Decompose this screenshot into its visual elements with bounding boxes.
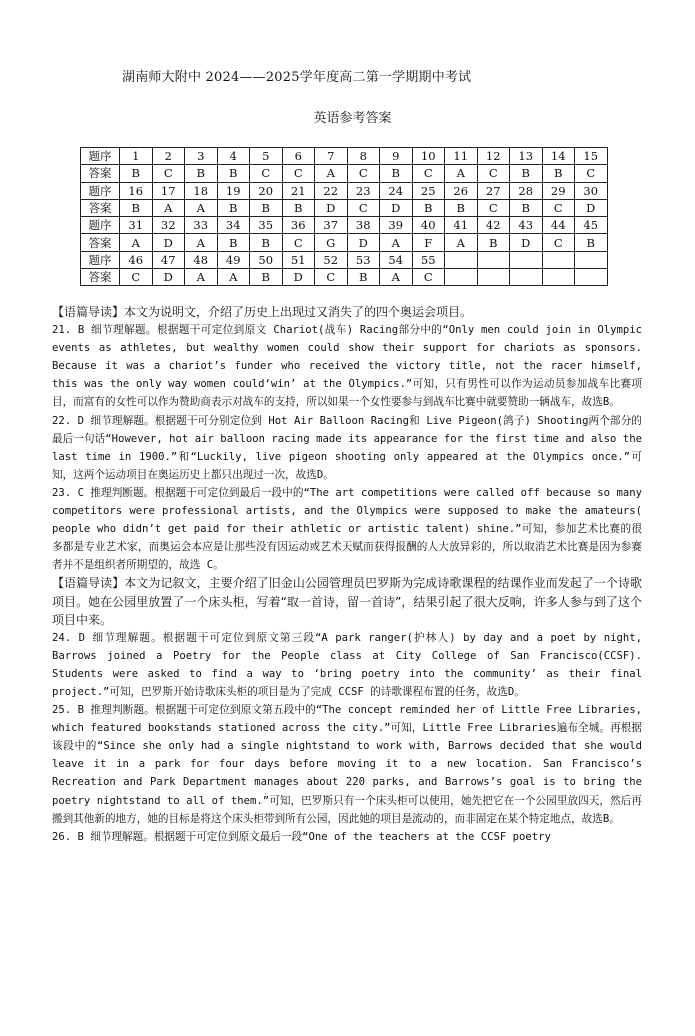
table-cell: 17 [152,182,185,199]
table-row-answers [81,234,608,251]
table-cell: D [152,269,185,286]
table-cell: 51 [282,251,315,268]
table-cell: B [217,165,250,182]
table-cell: B [347,269,380,286]
table-cell: 48 [185,251,218,268]
table-cell: 25 [412,182,445,199]
table-cell: C [282,234,315,251]
table-cell: 30 [575,182,608,199]
table-cell: A [315,165,348,182]
table-cell: 50 [250,251,283,268]
table-row-answers [81,269,608,286]
table-row-answers [81,165,608,182]
answer-table [80,147,608,286]
table-cell: 14 [542,148,575,165]
table-cell: 20 [250,182,283,199]
table-cell: A [152,199,185,216]
table-cell: D [510,234,543,251]
table-cell: B [217,234,250,251]
table-cell: 13 [510,148,543,165]
table-cell: D [380,199,413,216]
table-cell: 15 [575,148,608,165]
table-cell: C [412,165,445,182]
row-header-cell: 答案 [81,199,120,216]
table-row-question-numbers [81,251,608,268]
explanation-text [52,303,642,846]
explanation-item: 25. B 推理判断题。根据题干可定位到原文第五段中的“The concept reminded her of Little Free Libraries, which featured bookstands stationed across the city.”可知，Little Free Libraries遍布全城。再根据该段中的“Since she only had a single nightstand to work with, Barrows decided that she would leave it in a park for four days before moving it to a new location. San Francisco’s Recreation and Park Department manages about 220 parks, and Barrows’s goal is to bring the poetry nightstand to all of them.”可知，巴罗斯只有一个床头柜可以使用，她先把它在一个公园里放四天，然后再搬到其他新的地方，她的目标是将这个床头柜带到所有公园，因此她的项目是流动的，而非固定在某个特定地点，故选B。 [52,704,642,825]
table-cell: 4 [217,148,250,165]
explanation-item: 23. C 推理判断题。根据题干可定位到最后一段中的“The art competitions were called off because so many competitors were professional artists, and the Olympics were supposed to make the amateurs( people who didn’t get paid for their athletic or artistic talent) shine.”可知，参加艺术比赛的很多都是专业艺术家，而奥运会本应是让那些没有因运动或艺术天赋而获得报酬的人大放异彩的，所以取消艺术比赛是因为参赛者并不是组织者所期望的，故选 C。 [52,486,642,572]
table-cell: C [347,165,380,182]
table-cell: C [477,165,510,182]
table-cell: 49 [217,251,250,268]
table-cell: A [185,234,218,251]
table-cell: 41 [445,217,478,234]
table-cell: 9 [380,148,413,165]
table-cell: D [315,199,348,216]
table-cell: 33 [185,217,218,234]
table-cell: B [250,234,283,251]
table-cell [575,269,608,286]
row-header-cell: 题序 [81,217,120,234]
table-cell: G [315,234,348,251]
table-cell: A [380,234,413,251]
table-cell: 24 [380,182,413,199]
table-cell: B [380,165,413,182]
table-cell: 40 [412,217,445,234]
table-cell [445,269,478,286]
table-cell: 43 [510,217,543,234]
row-header-cell: 答案 [81,165,120,182]
table-cell: 28 [510,182,543,199]
explanation-item: 26. B 细节理解题。根据题干可定位到原文最后一段“One of the teachers at the CCSF poetry [52,830,551,843]
table-cell: 53 [347,251,380,268]
passage-guide: 【语篇导读】本文为说明文，介绍了历史上出现过又消失了的四个奥运会项目。 [52,305,473,319]
table-cell: C [542,199,575,216]
table-cell: 3 [185,148,218,165]
row-header-cell: 答案 [81,269,120,286]
table-cell: B [412,199,445,216]
table-cell: A [185,269,218,286]
table-cell: B [217,199,250,216]
table-cell: 6 [282,148,315,165]
table-cell: 11 [445,148,478,165]
table-cell: A [185,199,218,216]
table-cell: B [575,234,608,251]
explanation-item: 24. D 细节理解题。根据题干可定位到原文第三段“A park ranger(护林人) by day and a poet by night, Barrows joined a Poetry for the People class at City College of San Francisco(CCSF). Students were asked to find a way to ‘bring poetry into the community’ as their final project.”可知，巴罗斯开始诗歌床头柜的项目是为了完成 CCSF 的诗歌课程布置的任务，故选D。 [52,631,642,698]
table-cell: C [152,165,185,182]
table-cell: F [412,234,445,251]
table-cell: B [120,199,153,216]
table-cell: D [152,234,185,251]
table-cell: 27 [477,182,510,199]
table-cell: A [380,269,413,286]
table-row-question-numbers [81,148,608,165]
row-header-cell: 题序 [81,148,120,165]
table-cell: 29 [542,182,575,199]
table-cell: 38 [347,217,380,234]
table-cell: B [282,199,315,216]
table-cell: 8 [347,148,380,165]
table-cell: A [445,165,478,182]
table-cell: 22 [315,182,348,199]
table-cell [510,269,543,286]
table-cell: 46 [120,251,153,268]
table-cell: C [542,234,575,251]
table-cell: 54 [380,251,413,268]
table-cell [477,251,510,268]
table-cell: 7 [315,148,348,165]
table-cell: 16 [120,182,153,199]
table-cell [477,269,510,286]
table-cell: B [445,199,478,216]
table-cell: A [217,269,250,286]
table-cell: 55 [412,251,445,268]
table-cell: 19 [217,182,250,199]
table-cell: 52 [315,251,348,268]
table-cell: 10 [412,148,445,165]
table-cell: 35 [250,217,283,234]
table-row-answers [81,199,608,216]
table-cell: 12 [477,148,510,165]
table-cell [510,251,543,268]
table-cell: D [282,269,315,286]
table-cell: A [445,234,478,251]
table-cell: 26 [445,182,478,199]
table-cell: C [250,165,283,182]
table-row-question-numbers [81,217,608,234]
table-cell: C [575,165,608,182]
passage-guide: 【语篇导读】本文为记叙文，主要介绍了旧金山公园管理员巴罗斯为完成诗歌课程的结课作业而发起了一个诗歌项目。她在公园里放置了一个床头柜，写着“取一首诗，留一首诗”，结果引起了很大反响，许多人参与到了这个项目中来。 [52,576,642,627]
explanation-item: 21. B 细节理解题。根据题干可定位到原文 Chariot(战车) Racing部分中的“Only men could join in Olympic events as athletes, but wealthy women could show their support for chariots as sponsors. Because it was a chariot’s funder who received the victory title, not the racer himself, this was the only way women could‘win’ at the Olympics.”可知，只有男性可以作为运动员参加战车比赛项目，而富有的女性可以作为赞助商表示对战车的支持，所以如果一个女性要参与到战车比赛中就要赞助一辆战车，故选B。 [52,324,642,409]
table-cell: B [250,269,283,286]
table-cell: C [412,269,445,286]
row-header-cell: 题序 [81,182,120,199]
table-cell: 36 [282,217,315,234]
table-cell: 42 [477,217,510,234]
row-header-cell: 答案 [81,234,120,251]
table-cell: B [542,165,575,182]
explanation-item: 22. D 细节理解题。根据题干可分别定位到 Hot Air Balloon Racing和 Live Pigeon(鸽子) Shooting两个部分的最后一句话“However, hot air balloon racing made its appearance for the first time and also the last time in 1900.”和“Luckily, live pigeon shooting only appeared at the Olympics once.”可知，这两个运动项目在奥运历史上都只出现过一次，故选D。 [52,414,642,481]
table-cell: 47 [152,251,185,268]
table-cell: D [347,234,380,251]
table-row-question-numbers [81,182,608,199]
answer-key-title: 英语参考答案 [313,111,392,126]
table-cell: C [315,269,348,286]
table-cell: 31 [120,217,153,234]
row-header-cell: 题序 [81,251,120,268]
table-cell: C [477,199,510,216]
table-cell: B [250,199,283,216]
table-cell: 39 [380,217,413,234]
table-cell [542,251,575,268]
table-cell: 21 [282,182,315,199]
table-cell: B [510,199,543,216]
table-cell [575,251,608,268]
table-cell: B [120,165,153,182]
table-cell: 34 [217,217,250,234]
table-cell: B [510,165,543,182]
table-cell: 44 [542,217,575,234]
table-cell [542,269,575,286]
table-cell: C [282,165,315,182]
school-title: 湖南师大附中 2024——2025学年度高二第一学期期中考试 [122,70,472,85]
table-cell: C [120,269,153,286]
table-cell: 37 [315,217,348,234]
table-cell: C [347,199,380,216]
table-cell: B [477,234,510,251]
table-cell: 1 [120,148,153,165]
table-cell: 45 [575,217,608,234]
table-cell [445,251,478,268]
table-cell: 5 [250,148,283,165]
table-cell: 18 [185,182,218,199]
table-cell: B [185,165,218,182]
table-cell: 32 [152,217,185,234]
table-cell: 2 [152,148,185,165]
table-cell: D [575,199,608,216]
table-cell: A [120,234,153,251]
table-cell: 23 [347,182,380,199]
